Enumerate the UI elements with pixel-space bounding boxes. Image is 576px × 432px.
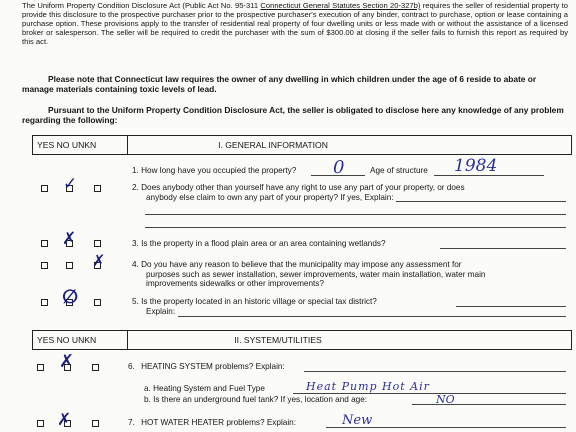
intro-body: requires the seller of residential property to provide this disclosure to the prospective purchaser prior to the prospective purchaser's execution of any binder, contract to purchase, option or lease containing a purchase option. These provisions apply to the transfer of residential real property of four dwelling units or less made with or without the assistance of a licensed broker or salesperson. The seller will be required to credit the purchaser with the sum of $300.00 at closing if the seller fails to furnish this report as required by this act. bbox=[22, 1, 568, 46]
q2-yes-checkbox[interactable] bbox=[41, 185, 48, 192]
question-5: 5. Is the property located in an historic village or special tax district? Explain: bbox=[132, 297, 377, 316]
occupancy-answer[interactable]: 0 bbox=[333, 157, 345, 178]
q5-no-check-mark: ∅ bbox=[62, 286, 79, 308]
question-4: 4. Do you have any reason to believe that the municipality may impose any assessment for purposes such as sewer installation, sewer improvements, water main installation, water main improvements sidewalks or other improvements? bbox=[132, 260, 486, 289]
question-3-text: Is the property in a flood plain area or an area containing wetlands? bbox=[141, 239, 386, 248]
answer-columns-header: YES NO UNKN bbox=[33, 136, 128, 154]
question-4-text-c: improvements sidewalks or other improvements? bbox=[146, 279, 324, 289]
section-title: I. GENERAL INFORMATION bbox=[218, 140, 328, 150]
question-7-text: HOT WATER HEATER problems? Explain: bbox=[141, 418, 296, 427]
question-2-text-b: anybody else claim to own any part of your property? If yes, Explain: bbox=[146, 192, 394, 202]
question-2: 2. Does anybody other than yourself have any right to use any part of your property, or does anybody else claim to own any part of your property? If yes, Explain: bbox=[132, 183, 465, 202]
statute-reference: Connecticut General Statutes Section 20-327b) bbox=[260, 1, 421, 10]
explain-line[interactable] bbox=[178, 316, 566, 317]
age-of-structure-label: Age of structure bbox=[370, 166, 428, 175]
q6-no-check-mark: ✗ bbox=[59, 351, 75, 372]
q7-unkn-checkbox[interactable] bbox=[92, 420, 99, 427]
q5-yes-checkbox[interactable] bbox=[41, 299, 48, 306]
section-system-utilities-header bbox=[32, 330, 572, 350]
section-general-information-header bbox=[32, 135, 572, 155]
q4-unkn-check-mark: ✗ bbox=[92, 251, 106, 270]
hot-water-answer[interactable]: New bbox=[342, 413, 373, 428]
q4-no-checkbox[interactable] bbox=[66, 262, 73, 269]
answer-line bbox=[456, 306, 566, 307]
q6-yes-checkbox[interactable] bbox=[37, 364, 44, 371]
question-6a: a. Heating System and Fuel Type bbox=[144, 384, 265, 393]
q4-yes-checkbox[interactable] bbox=[41, 262, 48, 269]
question-6-text: HEATING SYSTEM problems? Explain: bbox=[141, 362, 285, 371]
question-5-explain: Explain: bbox=[146, 306, 176, 316]
q7-no-check-mark: ✗ bbox=[57, 410, 72, 430]
question-4-text-b: purposes such as sewer installation, sewer improvements, water main installation, water main bbox=[146, 269, 486, 279]
q2-no-check-mark: ✓ bbox=[63, 174, 78, 194]
question-3: 3. Is the property in a flood plain area or an area containing wetlands? bbox=[132, 239, 386, 248]
explain-line[interactable] bbox=[396, 201, 566, 202]
q5-unkn-checkbox[interactable] bbox=[94, 299, 101, 306]
question-4-text-a: Do you have any reason to believe that the municipality may impose any assessment for bbox=[141, 260, 462, 269]
question-1-text: How long have you occupied the property? bbox=[141, 166, 297, 175]
explain-line[interactable] bbox=[145, 214, 566, 215]
answer-line bbox=[293, 393, 566, 394]
q3-yes-checkbox[interactable] bbox=[41, 240, 48, 247]
question-6b: b. Is there an underground fuel tank? If yes, location and age: bbox=[144, 395, 368, 404]
heating-fuel-answer[interactable]: Heat Pump Hot Air bbox=[306, 380, 430, 393]
age-of-structure-answer[interactable]: 1984 bbox=[454, 156, 498, 176]
q2-unkn-checkbox[interactable] bbox=[94, 185, 101, 192]
q3-no-check-mark: ✗ bbox=[62, 229, 77, 249]
question-5-text: Is the property located in an historic village or special tax district? bbox=[141, 297, 377, 306]
lead-notice: Please note that Connecticut law requires the owner of any dwelling in which children under the age of 6 reside to abate or manage materials containing toxic levels of lead. bbox=[22, 74, 537, 94]
q3-unkn-checkbox[interactable] bbox=[94, 240, 101, 247]
section-title: II. SYSTEM/UTILITIES bbox=[234, 335, 322, 345]
question-2-text-a: Does anybody other than yourself have any right to use any part of your property, or does bbox=[141, 183, 465, 192]
intro-paragraph bbox=[22, 1, 568, 46]
question-7: 7. HOT WATER HEATER problems? Explain: bbox=[128, 418, 296, 427]
intro-line1: The Uniform Property Condition Disclosure Act (Public Act No. 95-311 bbox=[22, 1, 261, 10]
answer-line bbox=[440, 248, 566, 249]
fuel-tank-answer[interactable]: NO bbox=[436, 393, 455, 406]
question-1: 1. How long have you occupied the property? bbox=[132, 166, 297, 175]
explain-line[interactable] bbox=[304, 371, 566, 372]
pursuant-statement: Pursuant to the Uniform Property Condition Disclosure Act, the seller is obligated to disclose here any knowledge of any problem regarding the following: bbox=[22, 105, 564, 125]
answer-columns-header: YES NO UNKN bbox=[33, 331, 128, 349]
question-6: 6. HEATING SYSTEM problems? Explain: bbox=[128, 362, 285, 371]
q6-unkn-checkbox[interactable] bbox=[92, 364, 99, 371]
q7-yes-checkbox[interactable] bbox=[37, 420, 44, 427]
explain-line[interactable] bbox=[145, 227, 566, 228]
